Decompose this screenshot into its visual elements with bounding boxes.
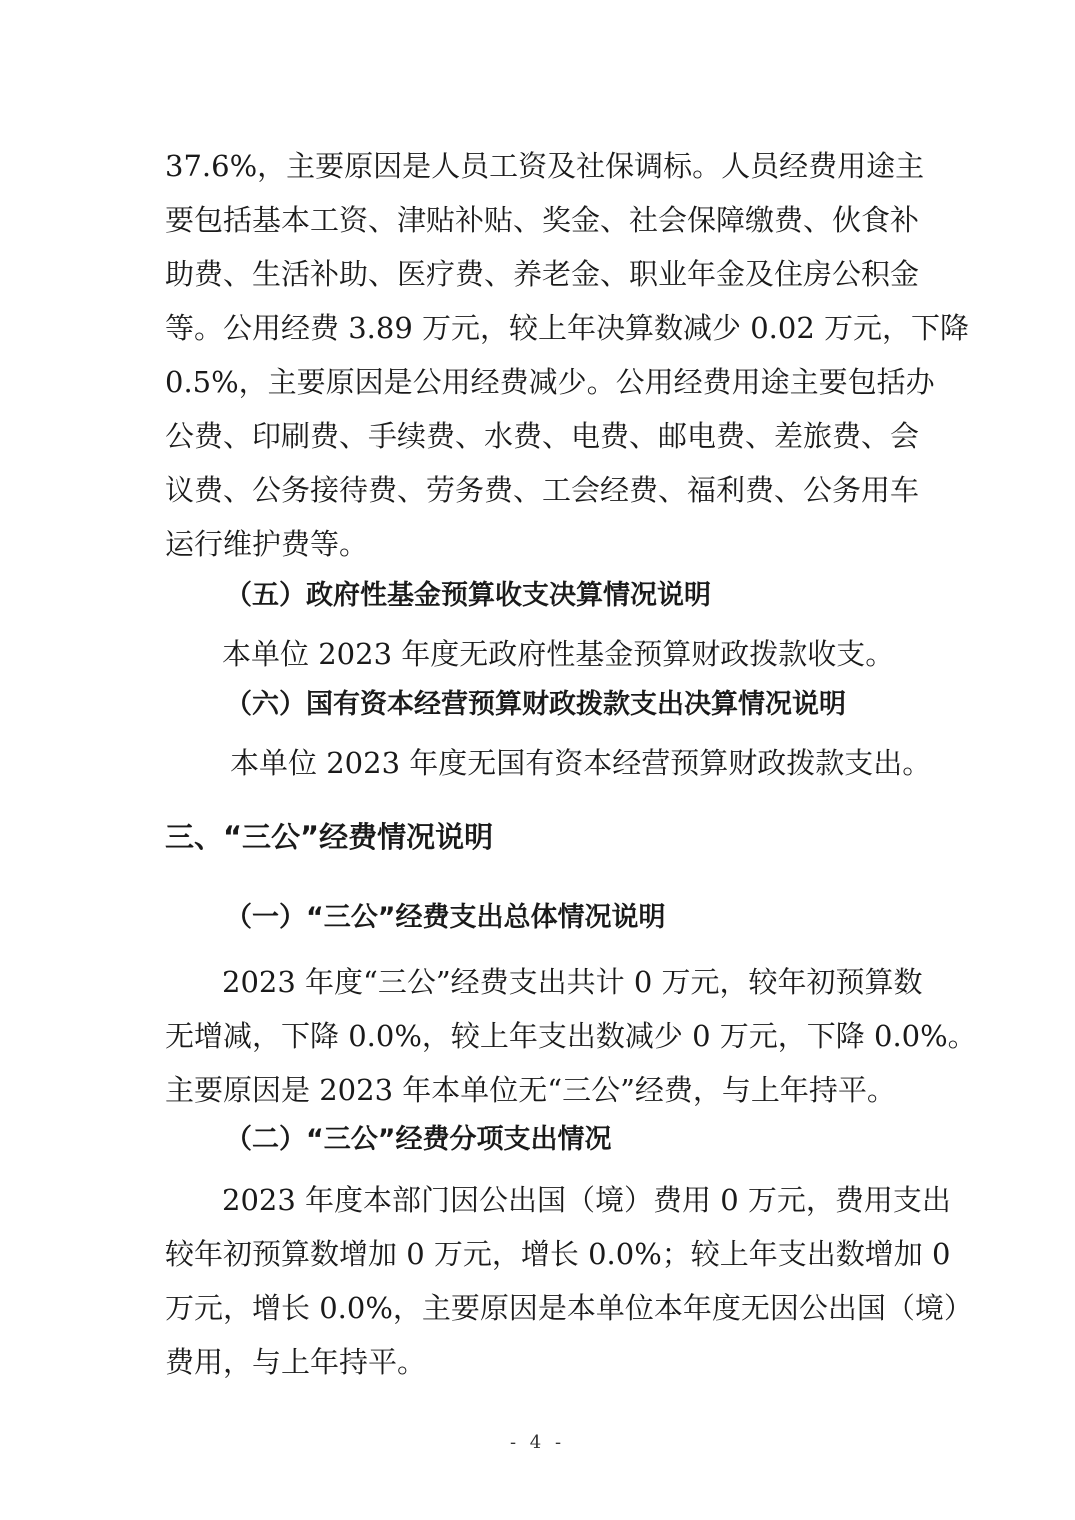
subsection-heading-2: （二）“三公”经费分项支出情况 [225,1124,612,1155]
paragraph-line: 本单位 2023 年度无国有资本经营预算财政拨款支出。 [230,746,932,780]
paragraph-line: 要包括基本工资、津贴补贴、奖金、社会保障缴费、伙食补 [165,203,920,237]
paragraph-line: 主要原因是 2023 年本单位无“三公”经费，与上年持平。 [165,1073,896,1107]
paragraph-line: 较年初预算数增加 0 万元，增长 0.0%；较上年支出数增加 0 [165,1237,951,1271]
paragraph-line: 2023 年度本部门因公出国（境）费用 0 万元，费用支出 [222,1183,951,1217]
section-heading-5: （五）政府性基金预算收支决算情况说明 [225,580,711,611]
paragraph-line: 万元，增长 0.0%，主要原因是本单位本年度无因公出国（境） [165,1291,973,1325]
paragraph-line: 本单位 2023 年度无政府性基金预算财政拨款收支。 [222,637,895,671]
paragraph-line: 运行维护费等。 [165,527,369,561]
paragraph-line: 等。公用经费 3.89 万元，较上年决算数减少 0.02 万元，下降 [165,311,970,345]
section-title-3: 三、“三公”经费情况说明 [165,820,494,854]
paragraph-line: 无增减，下降 0.0%，较上年支出数减少 0 万元，下降 0.0%。 [165,1019,977,1053]
paragraph-line: 公费、印刷费、手续费、水费、电费、邮电费、差旅费、会 [165,419,920,453]
paragraph-line: 0.5%，主要原因是公用经费减少。公用经费用途主要包括办 [165,365,935,399]
paragraph-line: 费用，与上年持平。 [165,1345,427,1379]
subsection-heading-1: （一）“三公”经费支出总体情况说明 [225,902,666,933]
page-number: - 4 - [509,1432,566,1453]
paragraph-line: 2023 年度“三公”经费支出共计 0 万元，较年初预算数 [222,965,923,999]
paragraph-line: 议费、公务接待费、劳务费、工会经费、福利费、公务用车 [165,473,920,507]
paragraph-line: 37.6%，主要原因是人员工资及社保调标。人员经费用途主 [165,149,925,183]
paragraph-line: 助费、生活补助、医疗费、养老金、职业年金及住房公积金 [165,257,920,291]
section-heading-6: （六）国有资本经营预算财政拨款支出决算情况说明 [225,689,846,720]
